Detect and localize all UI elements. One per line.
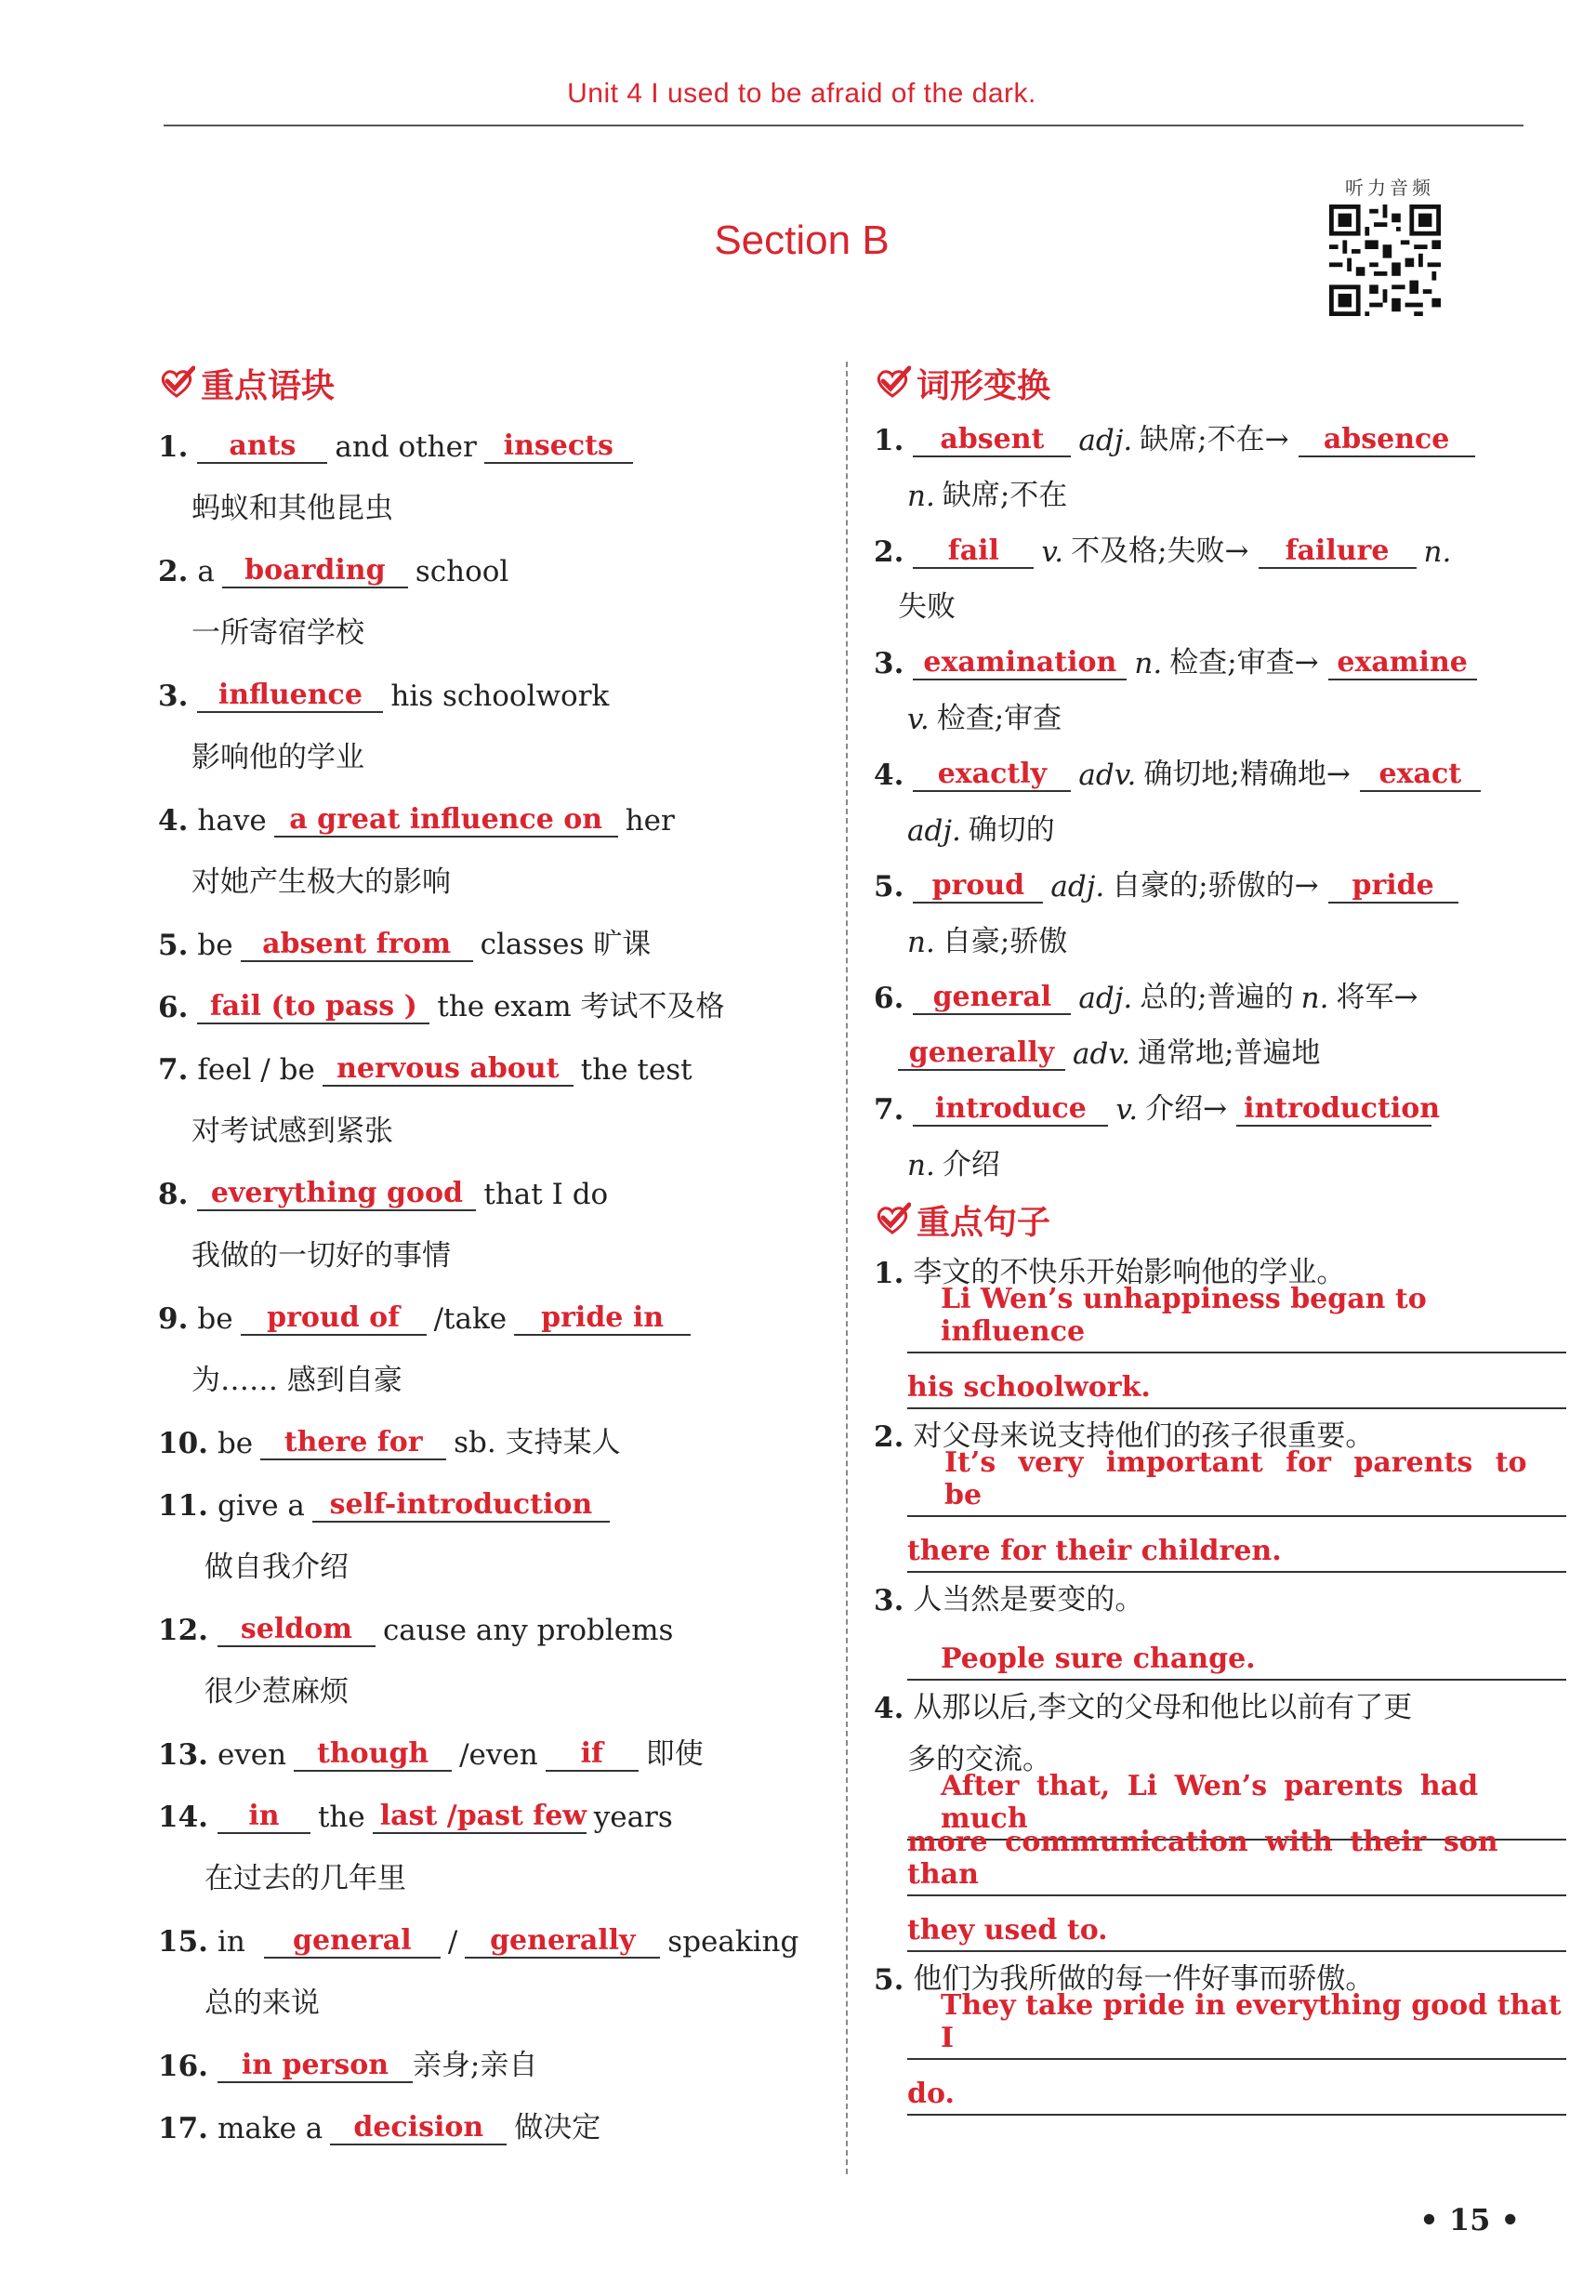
part-of-speech: v. <box>907 703 930 736</box>
item-number: 2. <box>158 555 189 588</box>
answer-blank[interactable]: a great influence on <box>274 804 618 838</box>
word-forms-heading <box>874 357 1566 409</box>
meaning: 自豪的;骄傲的→ <box>1112 869 1319 903</box>
item-text: /even <box>459 1738 538 1772</box>
answer-line[interactable]: more communication with their son than <box>907 1841 1566 1896</box>
word-meaning <box>874 465 1566 521</box>
answer-blank[interactable]: exactly <box>913 759 1071 792</box>
answer-blank[interactable]: introduce <box>913 1093 1108 1127</box>
item-number: 13. <box>158 1738 208 1772</box>
item-number: 15. <box>158 1925 208 1959</box>
check-heart-icon <box>874 364 911 402</box>
qr-code-icon[interactable] <box>1329 205 1441 316</box>
meaning: 介绍→ <box>1145 1092 1228 1126</box>
meaning: 将军→ <box>1336 981 1418 1014</box>
item-text: 做决定 <box>514 2111 601 2144</box>
heading-text: 重点语块 <box>201 366 336 405</box>
word-meaning <box>874 911 1566 967</box>
answer-blank[interactable]: pride in <box>514 1302 691 1336</box>
word-meaning <box>874 1134 1566 1190</box>
answer-line[interactable]: People sure change. <box>907 1625 1566 1681</box>
item-number: 2. <box>874 1420 904 1454</box>
sentence-chinese: 对父母来说支持他们的孩子很重要。 <box>913 1419 1375 1453</box>
answer-blank[interactable]: seldom <box>218 1614 376 1647</box>
item-translation: 为…… 感到自豪 <box>191 1364 402 1397</box>
unit-title: Unit 4 I used to be afraid of the dark. <box>567 78 1036 109</box>
item-text: be <box>197 929 233 962</box>
item-text: give a <box>217 1489 305 1523</box>
heading-text: 词形变换 <box>917 366 1051 405</box>
item-number: 4. <box>874 1692 904 1725</box>
section-title: Section B <box>714 218 890 263</box>
answer-blank[interactable]: self-introduction <box>312 1489 610 1523</box>
sentence-prompt <box>874 1681 1566 1733</box>
word-item <box>874 855 1566 911</box>
answer-blank[interactable]: fail <box>913 535 1034 569</box>
answer-blank[interactable]: fail (to pass ) <box>197 991 429 1024</box>
item-text: even <box>217 1738 287 1772</box>
item-text: cause any problems <box>382 1614 674 1647</box>
answer-blank[interactable]: general <box>913 982 1071 1015</box>
item-text: / <box>447 1925 458 1959</box>
list-item <box>158 2028 846 2091</box>
meaning: 缺席;不在→ <box>1140 423 1289 456</box>
answer-blank[interactable]: decision <box>330 2112 507 2145</box>
answer-line[interactable]: there for their children. <box>907 1517 1566 1573</box>
item-translation: 我做的一切好的事情 <box>191 1239 451 1273</box>
part-of-speech: n. <box>1134 647 1163 680</box>
part-of-speech: n. <box>907 1149 935 1182</box>
page-header <box>28 13 1576 134</box>
word-meaning <box>874 688 1566 744</box>
answer-blank[interactable]: generally <box>898 1037 1065 1071</box>
meaning: 自豪;骄傲 <box>942 925 1068 958</box>
answer-blank[interactable]: absent from <box>241 929 473 962</box>
word-item <box>874 409 1566 465</box>
list-item <box>158 783 846 845</box>
meaning: 通常地;普遍地 <box>1138 1036 1321 1070</box>
word-item <box>874 632 1566 688</box>
answer-blank[interactable]: generally <box>465 1925 660 1959</box>
sentence-chinese-cont: 多的交流。 <box>907 1743 1051 1776</box>
item-number: 5. <box>158 929 189 962</box>
item-number: 7. <box>158 1053 189 1087</box>
part-of-speech: v. <box>1115 1093 1139 1127</box>
item-number: 3. <box>874 1584 904 1617</box>
answer-blank[interactable]: absent <box>913 424 1071 457</box>
answer-blank[interactable]: exact <box>1360 759 1481 792</box>
answer-blank[interactable]: ants <box>197 430 327 464</box>
part-of-speech: v. <box>1041 535 1064 569</box>
answer-line[interactable]: After that, Li Wen’s parents had much <box>907 1785 1566 1841</box>
item-text: a <box>197 555 215 588</box>
sentence-chinese: 人当然是要变的。 <box>913 1583 1144 1616</box>
answer-blank[interactable]: influence <box>197 680 383 713</box>
item-text: be <box>197 1302 233 1336</box>
answer-blank[interactable]: introduction <box>1236 1093 1431 1127</box>
answer-blank[interactable]: examination <box>913 647 1127 680</box>
list-item <box>158 1468 846 1530</box>
item-translation: 对她产生极大的影响 <box>191 865 451 899</box>
list-item <box>158 1779 846 1841</box>
page <box>28 13 1576 2281</box>
list-item <box>158 409 846 471</box>
item-number: 6. <box>158 991 189 1024</box>
item-text: speaking <box>667 1925 799 1959</box>
part-of-speech: adj. <box>907 814 961 848</box>
item-text: have <box>197 804 267 838</box>
part-of-speech: n. <box>1300 982 1329 1015</box>
item-number: 4. <box>158 804 189 838</box>
part-of-speech: adj. <box>1050 870 1105 904</box>
meaning: 确切地;精确地→ <box>1143 758 1351 791</box>
check-heart-icon <box>874 1201 911 1238</box>
word-item <box>874 967 1566 1023</box>
item-translation: 影响他的学业 <box>191 741 364 774</box>
sentence-chinese: 从那以后,李文的父母和他比以前有了更 <box>913 1691 1413 1724</box>
answer-blank[interactable]: in <box>218 1801 310 1834</box>
column-divider <box>846 362 848 2174</box>
list-item <box>158 1156 846 1219</box>
list-item <box>158 1717 846 1779</box>
answer-blank[interactable]: if <box>546 1738 639 1772</box>
answer-blank[interactable]: examine <box>1328 647 1477 680</box>
item-number: 12. <box>158 1614 208 1647</box>
answer-blank[interactable]: in person <box>218 2050 413 2083</box>
item-number: 1. <box>874 1257 904 1290</box>
left-column <box>158 357 846 2153</box>
list-item <box>158 970 846 1032</box>
item-text: make a <box>217 2112 323 2145</box>
sentence-prompt <box>874 1573 1566 1625</box>
qr-label: 听力音频 <box>1345 177 1434 199</box>
item-text: classes 旷课 <box>480 928 652 961</box>
item-number: 4. <box>874 759 904 792</box>
meaning: 介绍 <box>942 1148 1000 1181</box>
part-of-speech: n. <box>907 926 935 959</box>
part-of-speech: adj. <box>1078 982 1133 1015</box>
answer-blank[interactable]: proud of <box>241 1302 427 1336</box>
answer-line[interactable]: Li Wen’s unhappiness began to influence <box>907 1298 1566 1353</box>
answer-line[interactable]: They take pride in everything good that I <box>907 2004 1566 2060</box>
item-translation: 对考试感到紧张 <box>191 1115 393 1148</box>
item-number: 1. <box>874 424 904 457</box>
answer-blank[interactable]: insects <box>484 430 633 464</box>
item-text: school <box>415 555 509 588</box>
item-number: 9. <box>158 1302 189 1336</box>
list-item <box>158 534 846 596</box>
item-number: 3. <box>158 680 189 713</box>
meaning: 总的;普遍的 <box>1140 981 1294 1014</box>
part-of-speech: adv. <box>1073 1037 1131 1071</box>
part-of-speech: adj. <box>1078 424 1133 457</box>
word-meaning <box>874 799 1566 855</box>
answer-line[interactable]: It’s very important for parents to be <box>907 1461 1566 1517</box>
item-translation: 总的来说 <box>204 1986 320 2020</box>
list-item <box>158 658 846 720</box>
item-number: 1. <box>158 430 189 464</box>
list-item <box>158 1592 846 1655</box>
item-translation: 一所寄宿学校 <box>191 616 364 650</box>
sentence-chinese: 他们为我所做的每一件好事而骄傲。 <box>913 1962 1375 1996</box>
item-number: 5. <box>874 870 904 904</box>
answer-line[interactable]: his schoolwork. <box>907 1353 1566 1409</box>
answer-blank[interactable]: nervous about <box>323 1053 574 1087</box>
list-item <box>158 1405 846 1468</box>
answer-line[interactable]: they used to. <box>907 1896 1566 1952</box>
meaning: 不及格;失败→ <box>1071 534 1249 568</box>
item-text: 亲身;亲自 <box>412 2049 538 2082</box>
meaning: 缺席;不在 <box>942 479 1068 512</box>
heading-text: 重点句子 <box>917 1203 1051 1242</box>
list-item <box>158 1281 846 1343</box>
word-item <box>874 521 1566 576</box>
item-text: 即使 <box>645 1737 704 1771</box>
key-sentences-heading <box>874 1194 1566 1246</box>
item-text: be <box>217 1427 254 1460</box>
right-column <box>874 357 1566 2116</box>
item-number: 10. <box>158 1427 208 1460</box>
item-text: his schoolwork <box>390 680 610 713</box>
meaning: 确切的 <box>968 813 1055 847</box>
answer-blank[interactable]: though <box>294 1738 452 1772</box>
list-item <box>158 1904 846 1966</box>
item-number: 6. <box>874 982 904 1015</box>
meaning: 检查;审查 <box>936 702 1062 735</box>
item-number: 8. <box>158 1178 189 1211</box>
answer-blank[interactable]: there for <box>260 1427 446 1460</box>
item-translation: 在过去的几年里 <box>204 1862 406 1895</box>
answer-blank[interactable]: everything good <box>197 1178 476 1211</box>
answer-blank[interactable]: last /past few <box>373 1801 587 1834</box>
item-text: feel / be <box>197 1053 315 1087</box>
page-number: • 15 • <box>1419 2202 1520 2237</box>
item-number: 11. <box>158 1489 208 1523</box>
item-number: 2. <box>874 535 904 569</box>
item-text: that I do <box>483 1178 609 1211</box>
item-text: the exam 考试不及格 <box>437 990 725 1023</box>
answer-blank[interactable]: failure <box>1259 535 1417 569</box>
item-number: 7. <box>874 1093 904 1127</box>
item-number: 14. <box>158 1801 208 1834</box>
meaning: 检查;审查→ <box>1169 646 1319 680</box>
part-of-speech: n. <box>907 480 935 513</box>
item-text: in <box>217 1925 245 1959</box>
item-text: and other <box>335 430 477 464</box>
item-text: /take <box>433 1302 508 1336</box>
part-of-speech: n. <box>1423 535 1452 569</box>
word-item <box>874 1078 1566 1134</box>
item-number: 5. <box>874 1963 904 1997</box>
item-text: the test <box>580 1053 692 1087</box>
sentence-chinese: 李文的不快乐开始影响他的学业。 <box>913 1256 1346 1289</box>
list-item <box>158 1032 846 1094</box>
answer-blank[interactable]: pride <box>1328 870 1458 904</box>
word-meaning: 失败 <box>898 590 956 624</box>
item-text: the <box>317 1801 365 1834</box>
item-text: sb. 支持某人 <box>454 1426 621 1459</box>
word-item <box>874 744 1566 799</box>
item-text: her <box>625 804 675 838</box>
check-heart-icon <box>158 364 195 402</box>
word-meaning <box>874 1023 1566 1078</box>
list-item <box>158 2091 846 2153</box>
answer-blank[interactable]: absence <box>1299 424 1475 457</box>
answer-blank[interactable]: boarding <box>222 555 408 588</box>
item-translation: 做自我介绍 <box>204 1550 349 1584</box>
part-of-speech: adv. <box>1078 759 1137 792</box>
header-rule <box>164 125 1523 126</box>
list-item <box>158 907 846 970</box>
item-number: 17. <box>158 2112 208 2145</box>
item-number: 16. <box>158 2050 208 2083</box>
key-phrases-heading <box>158 357 846 409</box>
item-translation: 蚂蚁和其他昆虫 <box>191 492 393 525</box>
item-number: 3. <box>874 647 904 680</box>
answer-blank[interactable]: general <box>264 1925 441 1959</box>
answer-blank[interactable]: proud <box>913 870 1043 904</box>
item-translation: 很少惹麻烦 <box>204 1675 349 1709</box>
item-text: years <box>593 1801 673 1834</box>
answer-line[interactable]: do. <box>907 2060 1566 2116</box>
